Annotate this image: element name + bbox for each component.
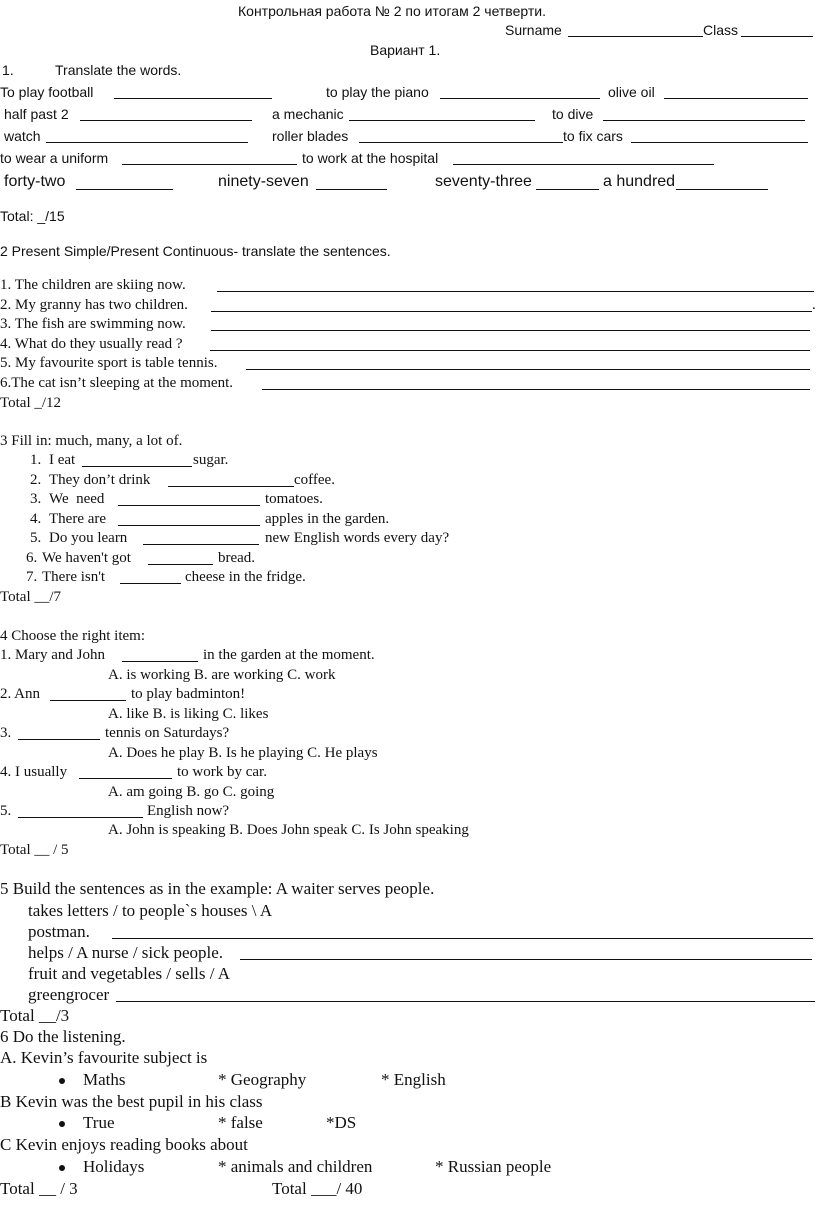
task2-sentence: 6.The cat isn’t sleeping at the moment. (0, 375, 233, 391)
grand-total: Total ___/ 40 (272, 1179, 363, 1198)
task3-item-text: sugar. (193, 452, 229, 468)
task1-answer-field[interactable] (453, 164, 714, 165)
task3-item-text: apples in the garden. (265, 511, 390, 527)
task4-answer-field[interactable] (79, 778, 172, 779)
task3-answer-field[interactable] (118, 505, 260, 506)
task6-option[interactable]: * false (218, 1113, 263, 1132)
task2-answer-field[interactable] (211, 311, 812, 312)
task6-option[interactable]: * English (381, 1070, 446, 1089)
task3-item-text: new English words every day? (265, 530, 450, 546)
task1-number: 1. (2, 62, 14, 78)
task3-item-text: Do you learn (49, 530, 128, 546)
task4-question: 1. Mary and John (0, 647, 105, 663)
bullet-icon (59, 1078, 65, 1084)
task1-answer-field[interactable] (76, 189, 173, 190)
bullet-icon (59, 1121, 65, 1127)
task3-item-number: 7. (26, 569, 38, 585)
task3-item-number: 1. (30, 452, 42, 468)
task1-word: to wear a uniform (0, 150, 109, 166)
task1-answer-field[interactable] (122, 164, 297, 165)
task1-word: ninety-seven (218, 173, 309, 190)
task3-answer-field[interactable] (168, 486, 294, 487)
task2-sentence: 5. My favourite sport is table tennis. (0, 355, 218, 371)
bullet-icon (59, 1165, 65, 1171)
task3-answer-field[interactable] (143, 544, 259, 545)
task2-trailing-dot: . (812, 297, 816, 313)
task3-item-text: We need (49, 491, 105, 507)
task3-answer-field[interactable] (120, 583, 181, 584)
task3-item-text: They don’t drink (49, 472, 151, 488)
task1-answer-field[interactable] (631, 142, 808, 143)
task6-option[interactable]: Holidays (83, 1157, 145, 1176)
task2-sentence: 3. The fish are swimming now. (0, 316, 186, 332)
task1-answer-field[interactable] (114, 98, 272, 99)
task1-word: to work at the hospital (302, 150, 439, 166)
task1-answer-field[interactable] (349, 120, 535, 121)
task1-answer-field[interactable] (676, 189, 768, 190)
task4-answer-field[interactable] (18, 817, 143, 818)
task3-answer-field[interactable] (118, 525, 260, 526)
task1-word: watch (4, 128, 41, 144)
task4-options[interactable]: A. Does he play B. Is he playing C. He plays (108, 745, 378, 761)
task3-item-number: 3. (30, 491, 42, 507)
task3-heading: 3 Fill in: much, many, a lot of. (0, 433, 183, 449)
task1-word: to fix cars (563, 128, 623, 144)
task5-heading: 5 Build the sentences as in the example: A waiter serves people. (0, 879, 435, 898)
task4-options[interactable]: A. am going B. go C. going (108, 784, 275, 800)
task1-answer-field[interactable] (664, 98, 808, 99)
task6-option[interactable]: * Russian people (435, 1157, 552, 1176)
task4-question: 2. Ann (0, 686, 41, 702)
task3-item-text: bread. (218, 550, 256, 566)
class-label: Class (703, 22, 739, 38)
task1-answer-field[interactable] (603, 120, 805, 121)
task1-total: Total: _/15 (0, 208, 65, 224)
task6-option[interactable]: Maths (83, 1070, 126, 1089)
task3-item-text: tomatoes. (265, 491, 323, 507)
task1-answer-field[interactable] (80, 120, 252, 121)
task3-item-text: coffee. (294, 472, 335, 488)
task1-word: half past 2 (4, 106, 69, 122)
task6-option[interactable]: *DS (326, 1113, 357, 1132)
task4-question: English now? (147, 803, 230, 819)
task6-question: B Kevin was the best pupil in his class (0, 1092, 263, 1111)
task5-prompt: greengrocer (28, 985, 110, 1004)
task4-question: 4. I usually (0, 764, 68, 780)
task4-question: to work by car. (177, 764, 267, 780)
task3-item-text: cheese in the fridge. (185, 569, 306, 585)
task2-sentence: 2. My granny has two children. (0, 297, 188, 313)
task2-sentence: 4. What do they usually read ? (0, 336, 183, 352)
task1-word: olive oil (608, 84, 655, 100)
surname-field[interactable] (568, 36, 703, 37)
task1-answer-field[interactable] (316, 189, 387, 190)
task4-question: tennis on Saturdays? (105, 725, 230, 741)
task1-heading: Translate the words. (55, 62, 182, 78)
task2-answer-field[interactable] (246, 369, 810, 370)
task3-item-text: There are (49, 511, 107, 527)
task4-answer-field[interactable] (122, 661, 198, 662)
task1-answer-field[interactable] (440, 98, 600, 99)
task5-total: Total __/3 (0, 1006, 70, 1025)
task2-answer-field[interactable] (262, 389, 810, 390)
task5-prompt: takes letters / to people`s houses \ A (28, 901, 273, 920)
task4-question: 3. (0, 725, 12, 741)
task1-word: To play football (0, 84, 94, 100)
task3-item-number: 2. (30, 472, 42, 488)
task6-question: A. Kevin’s favourite subject is (0, 1048, 208, 1067)
task3-item-number: 4. (30, 511, 42, 527)
task4-total: Total __ / 5 (0, 842, 69, 858)
task1-answer-field[interactable] (46, 142, 248, 143)
task4-options[interactable]: A. is working B. are working C. work (108, 667, 336, 683)
task5-prompt: postman. (28, 922, 90, 941)
task2-answer-field[interactable] (217, 291, 814, 292)
task3-total: Total __/7 (0, 589, 62, 605)
task4-heading: 4 Choose the right item: (0, 628, 145, 644)
task1-word: forty-two (4, 173, 66, 190)
task1-word: to play the piano (326, 84, 429, 100)
task6-heading: 6 Do the listening. (0, 1027, 126, 1046)
task1-word: seventy-three (435, 173, 532, 190)
task6-question: C Kevin enjoys reading books about (0, 1135, 248, 1154)
task3-answer-field[interactable] (148, 564, 213, 565)
task2-answer-field[interactable] (210, 350, 810, 351)
task2-total: Total _/12 (0, 395, 62, 411)
task4-options[interactable]: A. John is speaking B. Does John speak C. Is John speaking (108, 822, 469, 838)
task5-answer-field[interactable] (240, 959, 812, 960)
surname-label: Surname (505, 22, 562, 38)
task2-heading: 2 Present Simple/Present Continuous- translate the sentences. (0, 243, 391, 259)
task3-item-text: We haven't got (42, 550, 131, 566)
task1-answer-field[interactable] (536, 189, 599, 190)
task6-option[interactable]: True (83, 1113, 115, 1132)
task3-item-number: 5. (30, 530, 42, 546)
task1-word: to dive (552, 106, 594, 122)
variant-label: Вариант 1. (370, 42, 441, 58)
task4-question: in the garden at the moment. (203, 647, 375, 663)
task2-sentence: 1. The children are skiing now. (0, 277, 186, 293)
task5-answer-field[interactable] (112, 938, 813, 939)
task4-answer-field[interactable] (18, 739, 100, 740)
task3-item-text: There isn't (42, 569, 106, 585)
task1-word: roller blades (272, 128, 349, 144)
task6-total: Total __ / 3 (0, 1179, 78, 1198)
class-field[interactable] (741, 36, 813, 37)
task4-answer-field[interactable] (50, 700, 126, 701)
task5-prompt: fruit and vegetables / sells / A (28, 964, 231, 983)
task3-answer-field[interactable] (82, 466, 192, 467)
task4-question: 5. (0, 803, 12, 819)
task6-option[interactable]: * Geography (218, 1070, 307, 1089)
task1-answer-field[interactable] (359, 142, 563, 143)
task6-option[interactable]: * animals and children (218, 1157, 373, 1176)
test-title: Контрольная работа № 2 по итогам 2 четверти. (238, 3, 546, 19)
task3-item-text: I eat (49, 452, 76, 468)
task3-item-number: 6. (26, 550, 38, 566)
task5-prompt: helps / A nurse / sick people. (28, 943, 224, 962)
task2-answer-field[interactable] (211, 330, 810, 331)
task5-answer-field[interactable] (116, 1001, 815, 1002)
task1-word: a hundred (603, 173, 676, 190)
task4-options[interactable]: A. like B. is liking C. likes (108, 706, 269, 722)
task1-word: a mechanic (272, 106, 344, 122)
task4-question: to play badminton! (131, 686, 246, 702)
